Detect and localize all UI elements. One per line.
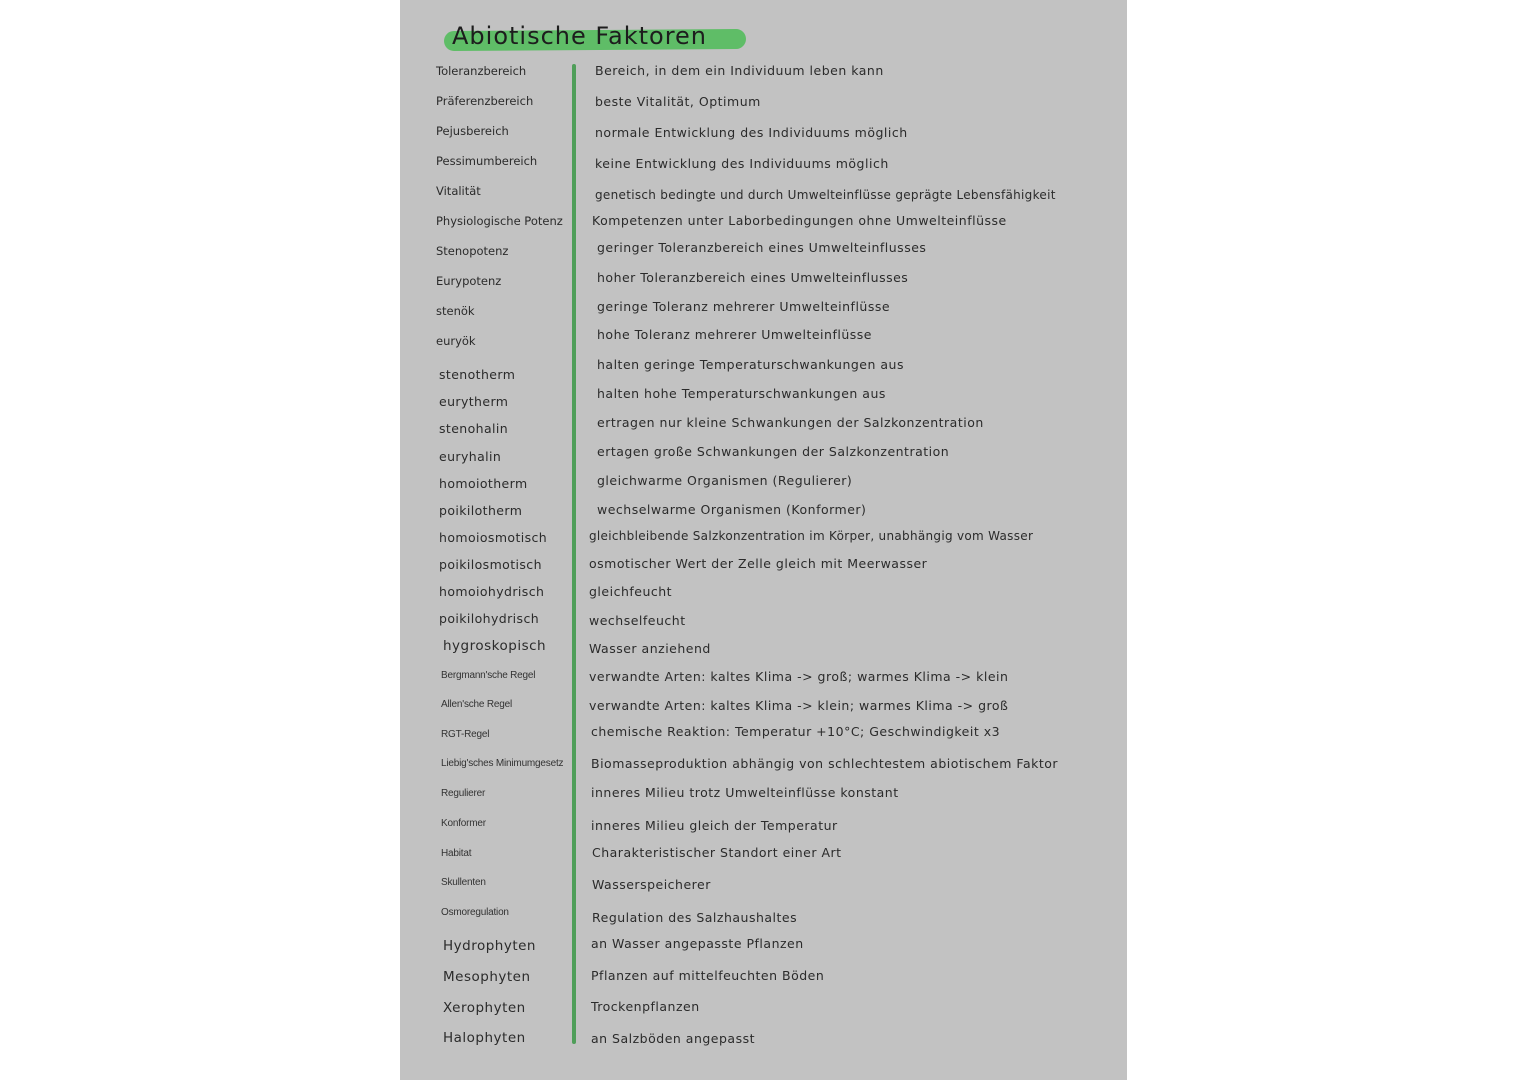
- definition-text: wechselfeucht: [589, 613, 686, 628]
- term-label: Pejusbereich: [436, 124, 509, 138]
- term-label: poikilosmotisch: [439, 557, 542, 572]
- definition-text: Wasser anziehend: [589, 641, 711, 656]
- definition-text: halten geringe Temperaturschwankungen aus: [597, 357, 904, 372]
- definition-text: geringe Toleranz mehrerer Umwelteinflüsse: [597, 299, 891, 314]
- term-label: hygroskopisch: [443, 638, 547, 654]
- page-title: Abiotische Faktoren: [452, 22, 708, 50]
- term-label: stenohalin: [439, 421, 509, 436]
- definition-text: gleichbleibende Salzkonzentration im Körper, unabhängig vom Wasser: [589, 529, 1034, 543]
- definition-text: osmotischer Wert der Zelle gleich mit Meerwasser: [589, 556, 928, 571]
- column-divider: [572, 64, 576, 1044]
- definition-text: keine Entwicklung des Individuums möglich: [595, 156, 889, 171]
- definition-text: Pflanzen auf mittelfeuchten Böden: [591, 968, 825, 983]
- term-label: Allen'sche Regel: [441, 699, 512, 710]
- definition-text: genetisch bedingte und durch Umwelteinflüsse geprägte Lebensfähigkeit: [595, 188, 1056, 202]
- term-label: Halophyten: [443, 1030, 526, 1046]
- term-label: poikilotherm: [439, 503, 523, 518]
- term-label: Hydrophyten: [443, 938, 536, 954]
- definition-text: geringer Toleranzbereich eines Umwelteinflusses: [597, 240, 927, 255]
- definition-text: ertragen nur kleine Schwankungen der Salzkonzentration: [597, 415, 984, 430]
- term-label: stenök: [436, 304, 475, 318]
- definition-text: chemische Reaktion: Temperatur +10°C; Geschwindigkeit x3: [591, 724, 1001, 739]
- term-label: homoiohydrisch: [439, 584, 545, 599]
- definition-text: normale Entwicklung des Individuums möglich: [595, 125, 908, 140]
- definition-text: beste Vitalität, Optimum: [595, 94, 761, 109]
- definition-text: Wasserspeicherer: [592, 877, 711, 892]
- term-label: eurytherm: [439, 394, 509, 409]
- term-label: Präferenzbereich: [436, 94, 534, 108]
- definition-text: wechselwarme Organismen (Konformer): [597, 502, 867, 517]
- definition-text: halten hohe Temperaturschwankungen aus: [597, 386, 886, 401]
- definition-text: Kompetenzen unter Laborbedingungen ohne Umwelteinflüsse: [592, 213, 1007, 228]
- term-label: Vitalität: [436, 184, 481, 198]
- definition-text: hoher Toleranzbereich eines Umwelteinflusses: [597, 270, 909, 285]
- definition-text: inneres Milieu gleich der Temperatur: [591, 818, 838, 833]
- definition-text: verwandte Arten: kaltes Klima -> groß; warmes Klima -> klein: [589, 669, 1009, 684]
- definition-text: Biomasseproduktion abhängig von schlechtestem abiotischem Faktor: [591, 756, 1059, 771]
- term-label: euryök: [436, 334, 476, 348]
- term-label: Habitat: [441, 848, 472, 859]
- definition-text: Regulation des Salzhaushaltes: [592, 910, 798, 925]
- term-label: RGT-Regel: [441, 729, 490, 740]
- term-label: Skullenten: [441, 877, 486, 888]
- term-label: Eurypotenz: [436, 274, 502, 288]
- term-label: poikilohydrisch: [439, 611, 540, 626]
- definition-text: hohe Toleranz mehrerer Umwelteinflüsse: [597, 327, 872, 342]
- term-label: Stenopotenz: [436, 244, 509, 258]
- term-label: homoiotherm: [439, 476, 528, 491]
- term-label: Physiologische Potenz: [436, 214, 563, 228]
- term-label: Toleranzbereich: [436, 64, 527, 78]
- definition-text: gleichfeucht: [589, 584, 673, 599]
- term-label: euryhalin: [439, 449, 502, 464]
- term-label: Liebig'sches Minimumgesetz: [441, 758, 564, 769]
- term-label: Regulierer: [441, 788, 486, 799]
- term-label: stenotherm: [439, 367, 516, 382]
- term-label: Xerophyten: [443, 1000, 526, 1016]
- definition-text: an Salzböden angepasst: [591, 1031, 756, 1046]
- definition-text: Bereich, in dem ein Individuum leben kann: [595, 63, 884, 78]
- definition-text: verwandte Arten: kaltes Klima -> klein; warmes Klima -> groß: [589, 698, 1009, 713]
- term-label: Mesophyten: [443, 969, 531, 985]
- definition-text: inneres Milieu trotz Umwelteinflüsse konstant: [591, 785, 899, 800]
- term-label: Pessimumbereich: [436, 154, 538, 168]
- term-label: Bergmann'sche Regel: [441, 670, 536, 681]
- definition-text: gleichwarme Organismen (Regulierer): [597, 473, 853, 488]
- definition-text: an Wasser angepasste Pflanzen: [591, 936, 804, 951]
- term-label: homoiosmotisch: [439, 530, 548, 545]
- term-label: Osmoregulation: [441, 907, 509, 918]
- definition-text: Charakteristischer Standort einer Art: [592, 845, 842, 860]
- definition-text: Trockenpflanzen: [591, 999, 700, 1014]
- definition-text: ertagen große Schwankungen der Salzkonzentration: [597, 444, 950, 459]
- term-label: Konformer: [441, 818, 486, 829]
